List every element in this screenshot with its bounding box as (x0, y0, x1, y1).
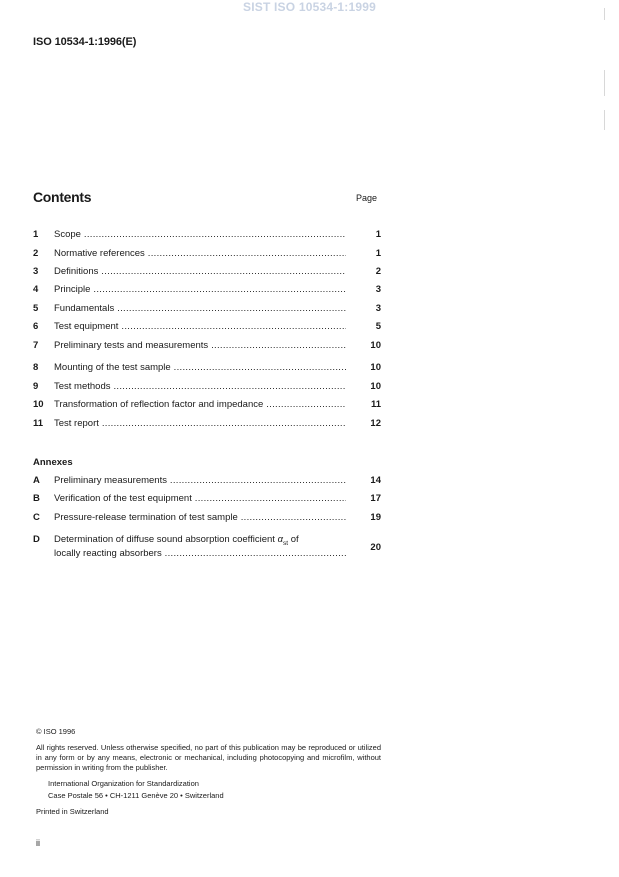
toc-item[interactable] (33, 265, 381, 279)
toc-item-title: Scope ..... (54, 228, 346, 242)
toc-item[interactable] (33, 320, 381, 334)
copyright-notice: © ISO 1996 (36, 727, 76, 736)
document-id: ISO 10534-1:1996(E) (33, 36, 137, 48)
toc-item-number: 6 (33, 321, 39, 332)
toc-item[interactable] (33, 302, 381, 316)
scan-edge-mark (604, 110, 605, 130)
toc-item-number: 3 (33, 266, 39, 277)
annex-title-line2: locally reacting absorbers ..... (54, 547, 346, 561)
toc-item-page: 12 (370, 418, 381, 429)
toc-item-number: 1 (33, 229, 39, 240)
annex-title-line1: Determination of diffuse sound absorption coefficient $\alpha_{st}$ of (54, 534, 299, 547)
contents-heading: Contents (33, 189, 92, 205)
watermark: SIST ISO 10534-1:1999 (243, 0, 376, 14)
toc-item-number: 4 (33, 284, 39, 295)
toc-item[interactable] (33, 228, 381, 242)
toc-item[interactable] (33, 339, 381, 353)
toc-item-page: 5 (375, 321, 381, 332)
toc-item[interactable] (33, 398, 381, 412)
scan-edge-mark (604, 8, 605, 20)
toc-item-title: Mounting of the test sample ..... (54, 361, 346, 375)
toc-item-title: Test equipment ..... (54, 320, 346, 334)
page-number: ii (36, 838, 40, 848)
toc-item-number: 8 (33, 362, 39, 373)
scan-edge-mark (604, 70, 605, 96)
annex-letter: A (33, 475, 40, 486)
toc-item[interactable] (33, 283, 381, 297)
alpha-symbol: α (277, 534, 283, 545)
copyright-block (36, 727, 381, 817)
toc-item-title: Test methods ..... (54, 380, 346, 394)
toc-item-title: Fundamentals ..... (54, 302, 346, 316)
annex-page: 17 (370, 493, 381, 504)
annex-page: 19 (370, 512, 381, 523)
rights-statement: All rights reserved. Unless otherwise specified, no part of this publication may be reproduced or utilized in any form or by any means, electronic or mechanical, including photocopying and microfilm, without permission in writing from the publisher. (36, 743, 381, 772)
annex-page: 14 (370, 475, 381, 486)
toc-item-title: Test report ..... (54, 417, 346, 431)
toc-item-page: 3 (375, 284, 381, 295)
toc-item-number: 7 (33, 340, 39, 351)
toc-item-page: 1 (375, 229, 381, 240)
toc-item-page: 10 (370, 362, 381, 373)
annex-letter: C (33, 512, 40, 523)
toc-item-page: 3 (375, 303, 381, 314)
annex-page: 20 (370, 542, 381, 553)
annex-letter: D (33, 534, 40, 545)
organization-address: Case Postale 56 • CH-1211 Genève 20 • Switzerland (48, 791, 224, 800)
toc-item-title: Normative references ..... (54, 247, 346, 261)
annex-item[interactable] (33, 474, 381, 488)
toc-item-title: Preliminary tests and measurements ..... (54, 339, 346, 353)
toc-item-page: 10 (370, 381, 381, 392)
annex-item[interactable] (33, 533, 381, 561)
toc-item-page: 2 (375, 266, 381, 277)
annex-item[interactable] (33, 492, 381, 506)
toc-item-title: Definitions ..... (54, 265, 346, 279)
toc-item[interactable] (33, 417, 381, 431)
annex-title: Verification of the test equipment ..... (54, 492, 346, 506)
toc-item-number: 9 (33, 381, 39, 392)
toc-item-page: 10 (370, 340, 381, 351)
annex-item[interactable] (33, 511, 381, 525)
toc-item[interactable] (33, 380, 381, 394)
toc-item-title: Principle ..... (54, 283, 346, 297)
toc-item-page: 1 (375, 248, 381, 259)
annex-title: Pressure-release termination of test sample ..... (54, 511, 346, 525)
toc-item-number: 10 (33, 399, 44, 410)
toc-item-number: 11 (33, 418, 44, 429)
alpha-subscript: st (283, 539, 289, 547)
toc-item-page: 11 (370, 399, 381, 410)
toc-item-number: 2 (33, 248, 39, 259)
printed-location: Printed in Switzerland (36, 807, 109, 816)
toc-item[interactable] (33, 361, 381, 375)
annex-letter: B (33, 493, 40, 504)
toc-item-title: Transformation of reflection factor and impedance ..... (54, 398, 346, 412)
page-column-label: Page (356, 193, 378, 203)
annexes-heading: Annexes (33, 457, 73, 468)
organization-name: International Organization for Standardization (48, 779, 199, 788)
toc-item[interactable] (33, 247, 381, 261)
toc-item-number: 5 (33, 303, 39, 314)
annex-title: Preliminary measurements ..... (54, 474, 346, 488)
